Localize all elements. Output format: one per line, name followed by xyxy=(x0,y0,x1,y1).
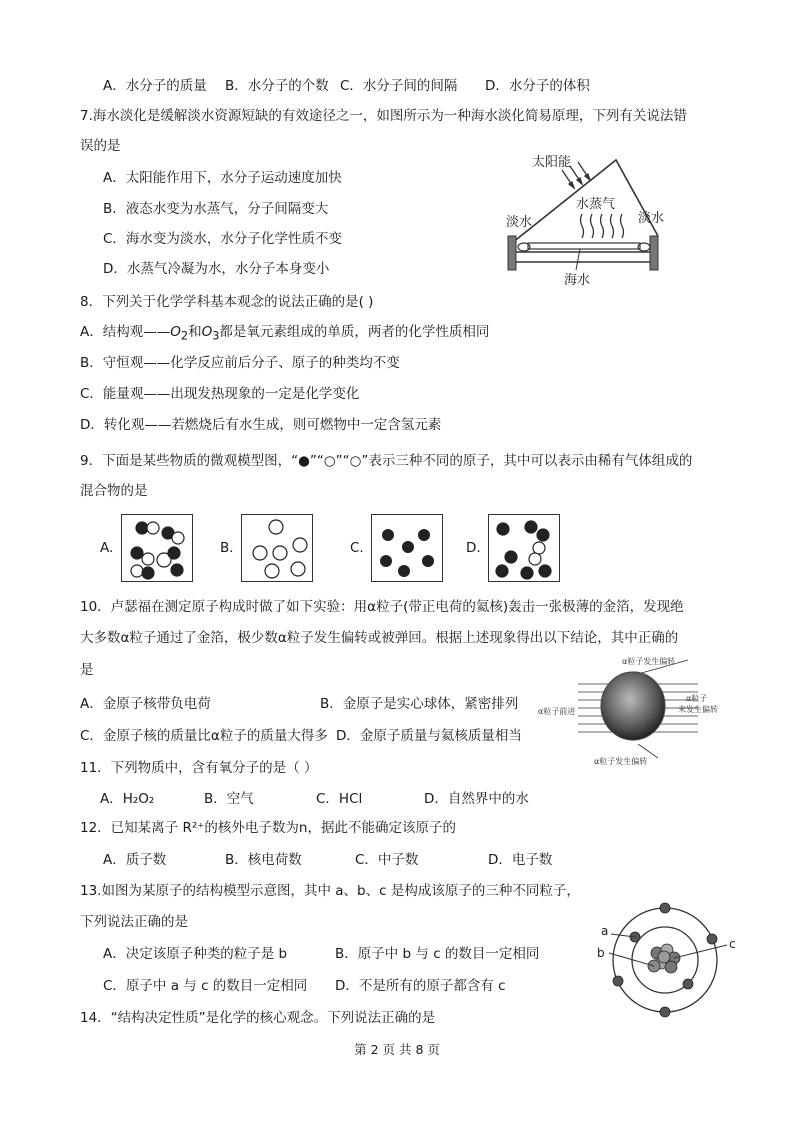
q6-option-d: D．水分子的体积 xyxy=(485,78,590,94)
label-fresh-water-left: 淡水 xyxy=(506,215,533,230)
q7-stem-line1: 7.海水淡化是缓解淡水资源短缺的有效途径之一，如图所示为一种海水淡化简易原理，下列有关说法错 xyxy=(80,108,687,124)
q11-option-c: C．HCl xyxy=(316,791,363,807)
label-water-vapor: 水蒸气 xyxy=(576,197,616,212)
q13-option-a: A．决定该原子种类的粒子是 b xyxy=(103,946,288,962)
q8-option-c: C．能量观——出现发热现象的一定是化学变化 xyxy=(80,386,360,402)
q11-option-b: B．空气 xyxy=(204,791,254,807)
formula-o3: O xyxy=(201,324,213,340)
q13-stem-line1: 13.如图为某原子的结构模型示意图，其中 a、b、c 是构成该原子的三种不同粒子， xyxy=(80,883,580,899)
label-deflected-bottom: α粒子发生偏转 xyxy=(594,757,648,766)
q14-stem: 14．“结构决定性质”是化学的核心观念。下列说法正确的是 xyxy=(80,1010,436,1026)
q9-label-c: C. xyxy=(350,540,364,556)
q8-option-a-rest: 都是氧元素组成的单质，两者的化学性质相同 xyxy=(219,324,490,340)
q7-option-a: A．太阳能作用下，水分子运动速度加快 xyxy=(103,170,342,186)
q9-stem-line1: 9．下面是某些物质的微观模型图，“●”“○”“○”表示三种不同的原子，其中可以表示由稀有气体组成的 xyxy=(80,453,693,469)
label-c: c xyxy=(729,937,736,951)
q10-option-a: A．金原子核带负电荷 xyxy=(80,696,211,712)
q12-option-c: C．中子数 xyxy=(355,852,419,868)
q12-stem: 12．已知某离子 R²⁺的核外电子数为n，据此不能确定该原子的 xyxy=(80,820,456,836)
formula-o3-subscript: 3 xyxy=(212,329,220,343)
q7-option-b: B．液态水变为水蒸气，分子间隔变大 xyxy=(103,201,329,217)
q9-label-d: D. xyxy=(466,540,481,556)
q10-stem-line3: 是 xyxy=(80,662,94,678)
q9-label-b: B. xyxy=(220,540,234,556)
q11-option-d: D．自然界中的水 xyxy=(424,791,529,807)
q11-option-a: A．H₂O₂ xyxy=(100,791,155,807)
label-seawater: 海水 xyxy=(564,273,591,288)
q8-stem: 8．下列关于化学学科基本观念的说法正确的是( ) xyxy=(80,294,374,310)
label-fresh-water-right: 淡水 xyxy=(638,211,665,226)
q10-option-c: C．金原子核的质量比α粒子的质量大得多 xyxy=(80,728,328,744)
q13-stem-line2: 下列说法正确的是 xyxy=(80,914,188,930)
q10-option-b: B．金原子是实心球体，紧密排列 xyxy=(320,696,519,712)
q9-label-a: A. xyxy=(100,540,114,556)
q6-option-c: C．水分子间的间隔 xyxy=(340,78,458,94)
q13-option-b: B．原子中 b 与 c 的数目一定相同 xyxy=(335,946,540,962)
q8-option-a xyxy=(80,322,489,347)
q12-option-b: B．核电荷数 xyxy=(225,852,302,868)
label-alpha-forward: α粒子前进 xyxy=(538,707,576,716)
q12-option-d: D．电子数 xyxy=(488,852,553,868)
q6-option-a: A．水分子的质量 xyxy=(103,78,207,94)
q13-option-c: C．原子中 a 与 c 的数目一定相同 xyxy=(103,978,308,994)
formula-o2: O xyxy=(170,324,181,340)
q10-option-d: D．金原子质量与氦核质量相当 xyxy=(336,728,522,744)
label-solar-energy: 太阳能 xyxy=(532,155,572,170)
q8-option-b: B．守恒观——化学反应前后分子、原子的种类均不变 xyxy=(80,355,400,371)
label-alpha-right-1: α粒子 xyxy=(686,694,708,703)
desalination-figure xyxy=(500,148,670,288)
label-alpha-right-2: 未发生偏转 xyxy=(678,705,718,714)
q9-model-c xyxy=(371,514,443,582)
label-deflected-top: α粒子发生偏转 xyxy=(622,657,676,666)
q7-option-c: C．海水变为淡水，水分子化学性质不变 xyxy=(103,231,342,247)
label-a: a xyxy=(601,924,609,938)
q9-stem-line2: 混合物的是 xyxy=(80,483,148,499)
label-b: b xyxy=(597,946,605,960)
atom-model-figure xyxy=(595,895,745,1025)
gold-foil-figure xyxy=(538,654,718,769)
q9-model-d xyxy=(488,514,560,582)
q7-option-d: D．水蒸气冷凝为水，水分子本身变小 xyxy=(103,261,330,277)
q8-option-a-prefix: A．结构观—— xyxy=(80,324,171,340)
q7-stem-line2: 误的是 xyxy=(80,138,121,154)
q8-option-d: D．转化观——若燃烧后有水生成，则可燃物中一定含氢元素 xyxy=(80,417,442,433)
formula-o2-subscript: 2 xyxy=(180,329,189,343)
page-footer: 第 2 页 共 8 页 xyxy=(354,1042,440,1057)
q6-option-b: B．水分子的个数 xyxy=(225,78,329,94)
q9-model-b xyxy=(241,514,313,582)
q9-model-a xyxy=(121,514,193,582)
q10-stem-line2: 大多数α粒子通过了金箔，极少数α粒子发生偏转或被弹回。根据上述现象得出以下结论，其中正确的 xyxy=(80,630,679,646)
q8-option-a-and: 和 xyxy=(188,324,202,340)
q11-stem: 11．下列物质中，含有氧分子的是（ ） xyxy=(80,760,318,776)
q12-option-a: A．质子数 xyxy=(103,852,167,868)
q13-option-d: D．不是所有的原子都含有 c xyxy=(335,978,506,994)
q10-stem-line1: 10．卢瑟福在测定原子构成时做了如下实验：用α粒子(带正电荷的氦核)轰击一张极薄的金箔，发现绝 xyxy=(80,599,684,615)
